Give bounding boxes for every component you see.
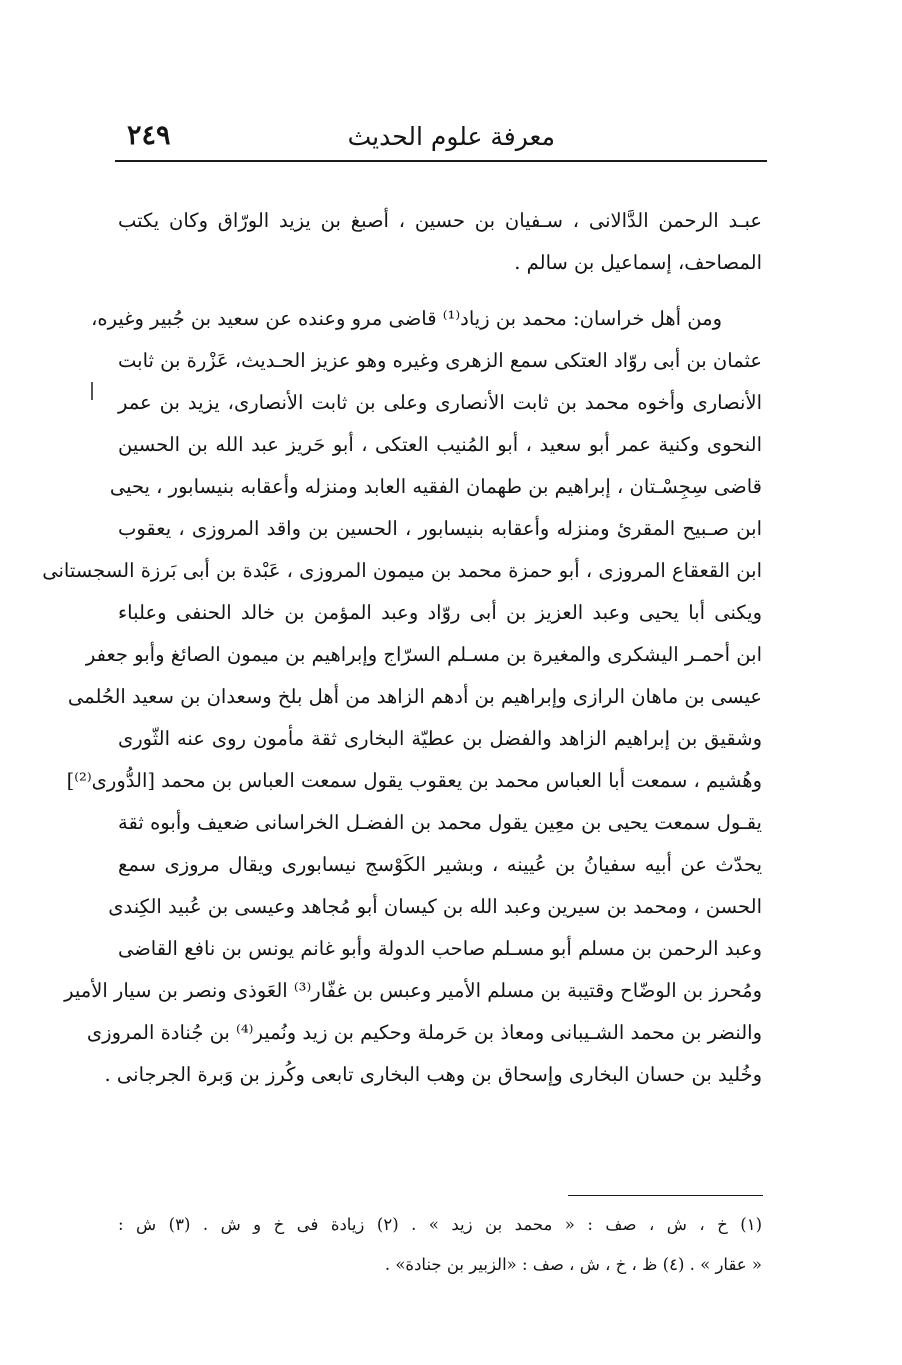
text-line: ومن أهل خراسان: محمد بن زياد⁽¹⁾ قاضى مرو وعنده عن سعيد بن جُبير وغيره، <box>91 307 722 330</box>
page-number: ٢٤٩ <box>127 120 171 151</box>
text-line: ابن القعقاع المروزى ، أبو حمزة محمد بن ميمون المروزى ، عَبْدة بن أبى بَرزة السجستانى <box>42 559 762 582</box>
text-line: عبـد الرحمن الدَّالانى ، سـفيان بن حسين ، أصبغ بن يزيد الورّاق وكان يكتب <box>118 209 762 232</box>
footnotes <box>118 1205 762 1285</box>
header-divider <box>115 160 767 162</box>
text-line: عيسى بن ماهان الرازى وإبراهيم بن أدهم الزاهد من أهل بلخ وسعدان بن سعيد الحُلمى <box>67 685 762 708</box>
text-line: عثمان بن أبى روّاد العتكى سمع الزهرى وغيره وهو عزيز الحـديث، عَزْرة بن ثابت <box>118 349 762 372</box>
body-text <box>42 200 762 1096</box>
text-line: ابن أحمـر اليشكرى والمغيرة بن مسـلم السرّاج وإبراهيم بن ميمون الصائغ وأبو جعفر <box>85 643 762 666</box>
text-line: وهُشيم ، سمعت أبا العباس محمد بن يعقوب يقول سمعت العباس بن محمد [الدُّورى⁽²⁾] <box>66 769 762 792</box>
text-line: المصاحف، إسماعيل بن سالم . <box>514 251 762 274</box>
text-line: وعبد الرحمن بن مسلم أبو مسـلم صاحب الدولة وأبو غانم يونس بن نافع القاضى <box>118 937 762 960</box>
text-line: قاضى سِجِسْـتان ، إبراهيم بن طهمان الفقيه العابد ومنزله وأعقابه بنيسابور ، يحيى <box>109 475 762 498</box>
text-line: الأنصارى وأخوه محمد بن ثابت الأنصارى وعلى بن ثابت الأنصارى، يزيد بن عمر <box>118 391 762 414</box>
footnote-divider <box>568 1195 763 1196</box>
text-line: يقـول سمعت يحيى بن معِين يقول محمد بن الفضـل الخراسانى ضعيف وأبوه ثقة <box>118 811 762 834</box>
text-line: النحوى وكنية عمر أبو سعيد ، أبو المُنيب العتكى ، أبو حَريز عبد الله بن الحسين <box>118 433 762 456</box>
text-line: الحسن ، ومحمد بن سيرين وعبد الله بن كيسان أبو مُجاهد وعيسى بن عُبيد الكِندى <box>108 895 762 918</box>
margin-mark <box>91 382 93 400</box>
text-line: ومُحرز بن الوضّاح وقتيبة بن مسلم الأمير وعبس بن غفّار⁽³⁾ العَوذى ونصر بن سيار الأمير <box>64 979 762 1002</box>
text-line: والنضر بن محمد الشـيبانى ومعاذ بن حَرملة وحكيم بن زيد ونُمير⁽⁴⁾ بن جُنادة المروزى <box>86 1021 762 1044</box>
footnote-line: (١) خ ، ش ، صف : « محمد بن زيد » . (٢) زيادة فى خ و ش . (٣) ش : <box>118 1215 762 1234</box>
running-header <box>115 112 765 162</box>
text-line: وشقيق بن إبراهيم الزاهد والفضل بن عطيّة البخارى ثقة مأمون روى عنه الثّورى <box>118 727 762 750</box>
text-line: ابن صـبيح المقرئ ومنزله وأعقابه بنيسابور ، الحسين بن واقد المروزى ، يعقوب <box>118 517 762 540</box>
text-line: يحدّث عن أبيه سفيانُ بن عُيينه ، وبشير الكَوْسج نيسابورى ويقال مروزى سمع <box>118 853 762 876</box>
footnote-line: « عقار » . (٤) ظ ، خ ، ش ، صف : «الزبير بن جنادة» . <box>384 1255 762 1274</box>
text-line: وخُليد بن حسان البخارى وإسحاق بن وهب البخارى تابعى وكُرز بن وَبرة الجرجانى . <box>104 1063 762 1086</box>
page-title: معرفة علوم الحديث <box>347 122 555 151</box>
text-line: ويكنى أبا يحيى وعبد العزيز بن أبى روّاد وعبد المؤمن بن خالد الحنفى وعلباء <box>118 601 762 624</box>
